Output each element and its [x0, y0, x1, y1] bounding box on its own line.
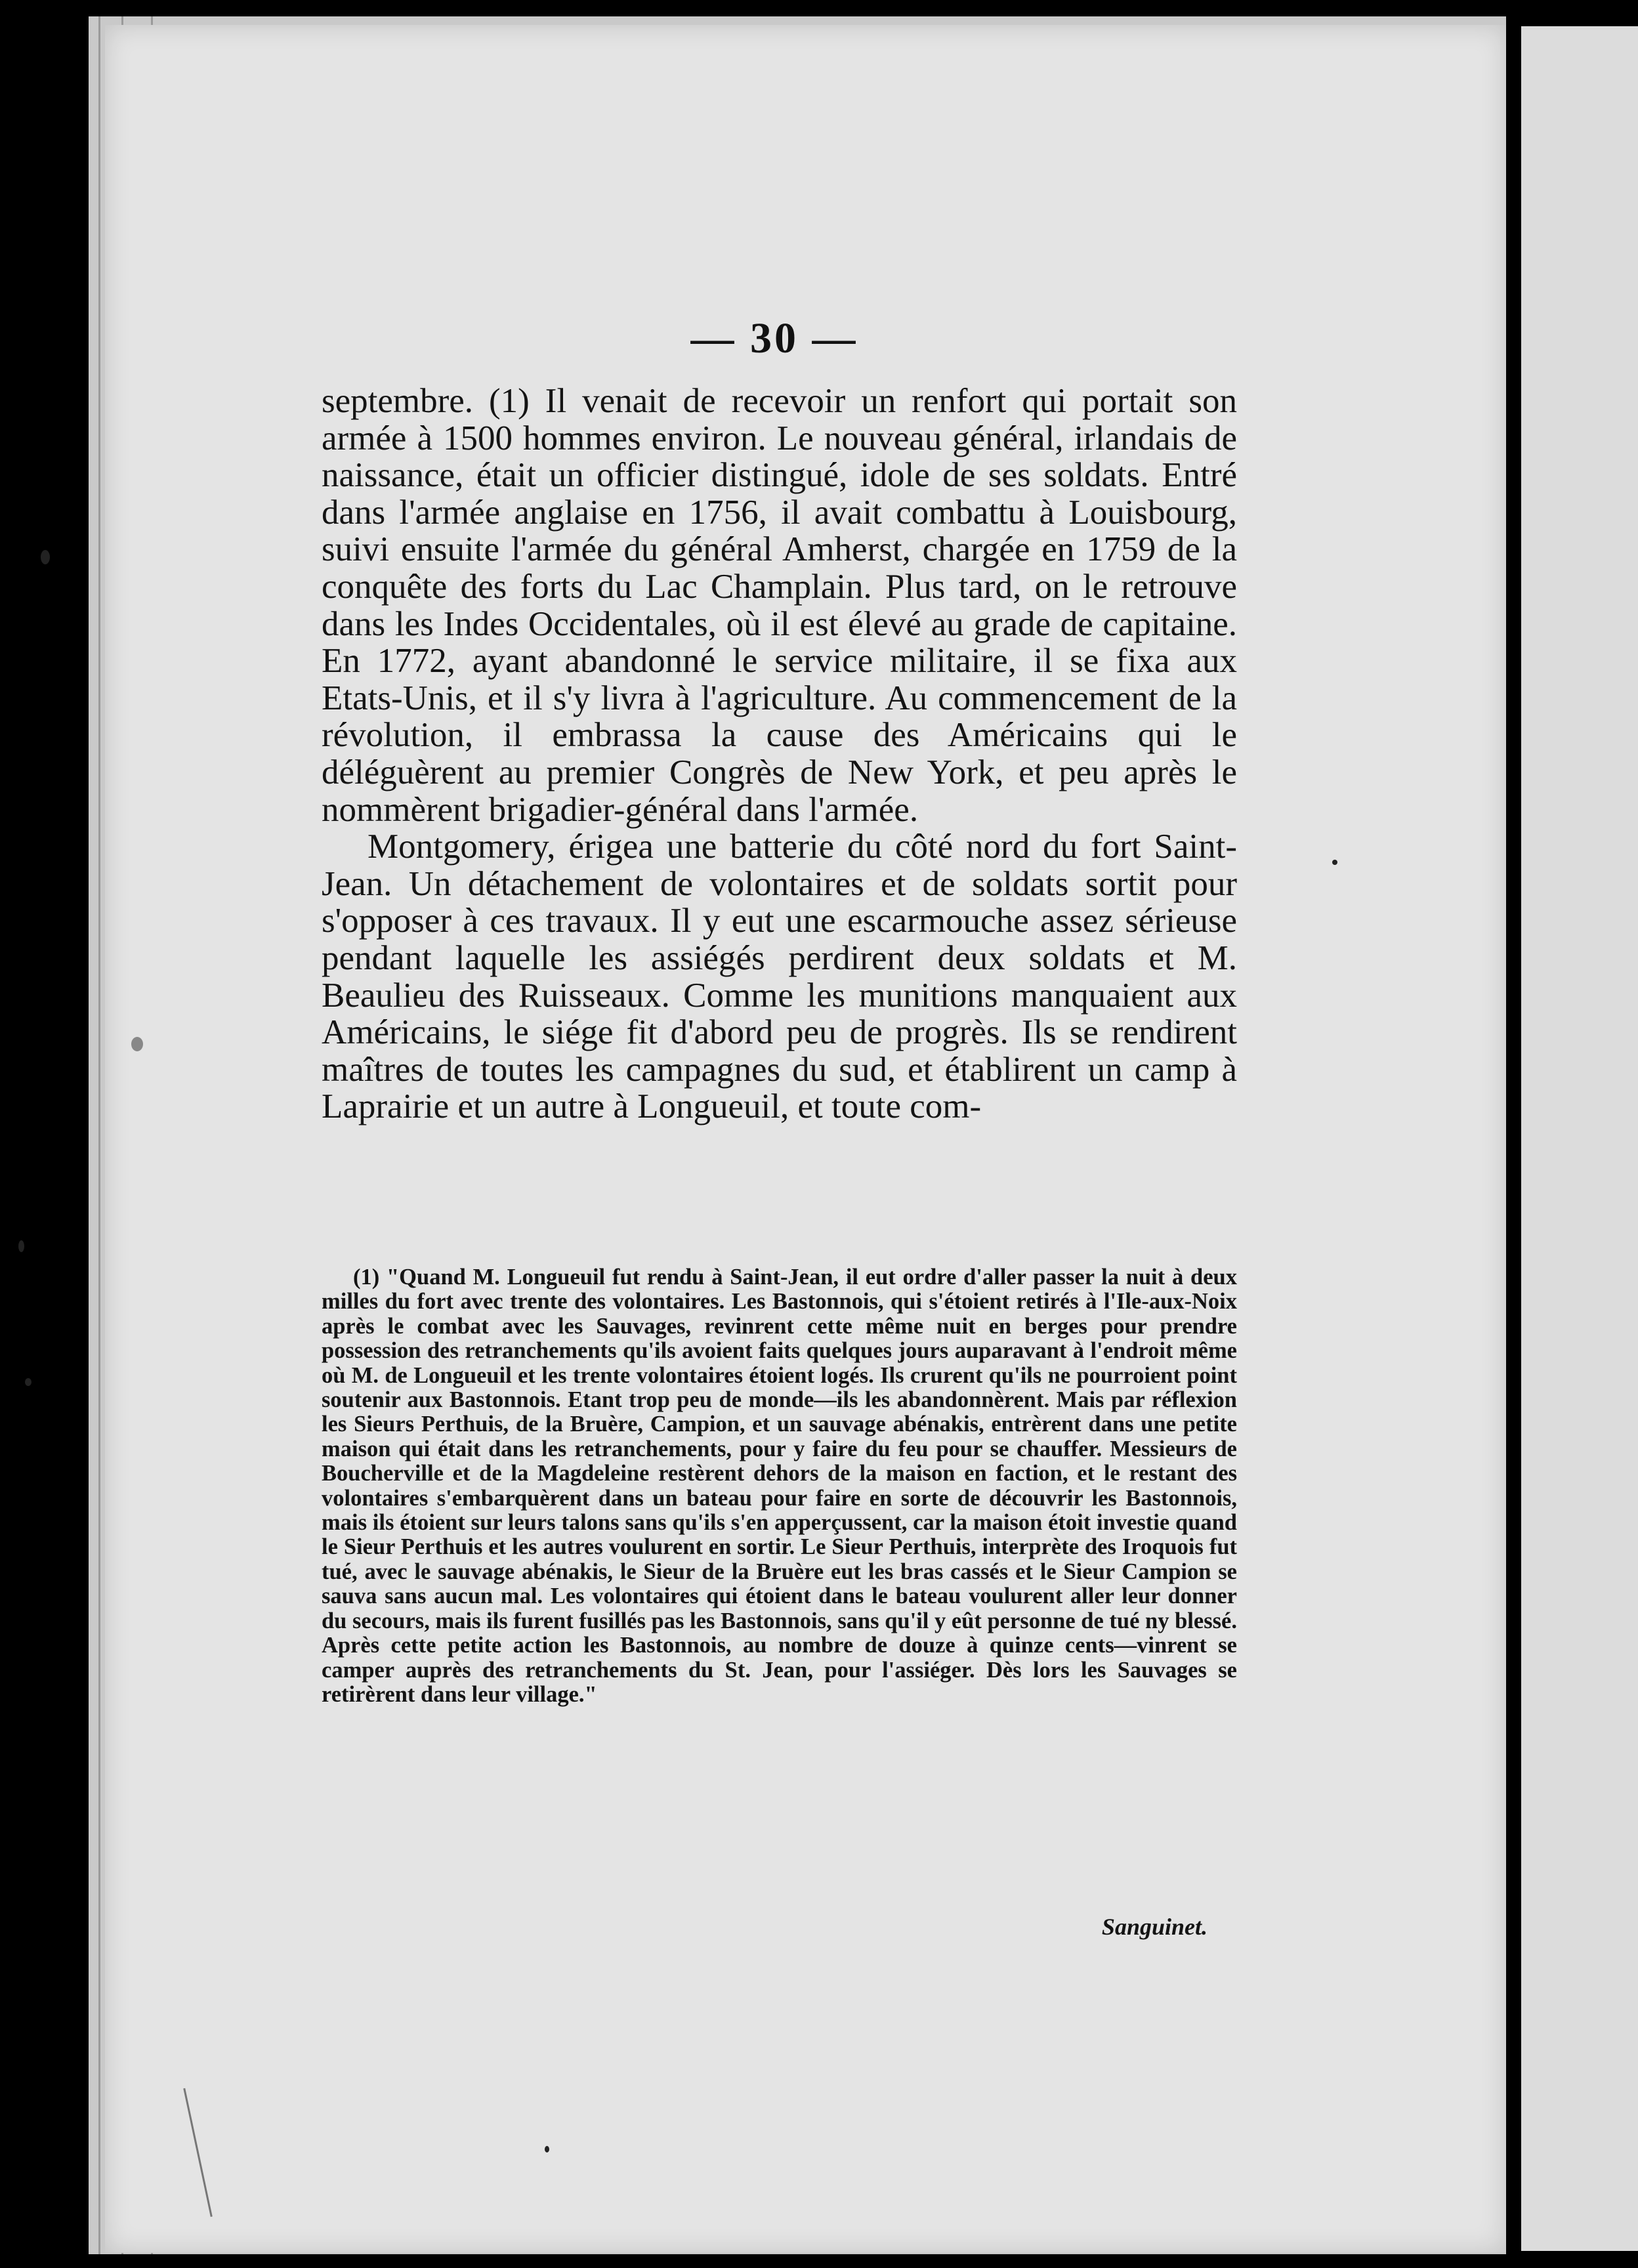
scan-speck — [545, 2146, 549, 2152]
paragraph: Montgomery, érigea une batterie du côté nord du fort Saint-Jean. Un détachement de volontaires et de soldats sortit pour s'opposer à ces travaux. Il y eut une escarmouche assez sérieuse pendant laquelle les assiégés perdirent deux soldats et M. Beaulieu des Ruisseaux. Comme les munitions manquaient aux Américains, le siége fit d'abord peu de progrès. Ils se rendirent maîtres de toutes les campagnes du sud, et établirent un camp à Laprairie et un autre à Longueuil, et toute com- — [322, 828, 1237, 1126]
footnote-signature: Sanguinet. — [1101, 1914, 1208, 1940]
scan-speck — [41, 550, 50, 564]
paragraph: septembre. (1) Il venait de recevoir un renfort qui portait son armée à 1500 hommes environ. Le nouveau général, irlandais de naissance, était un officier distingué, idole de ses soldats. Entré dans l'armée anglaise en 1756, il avait combattu à Louisbourg, suivi ensuite l'armée du général Amherst, chargée en 1759 de la conquête des forts du Lac Champlain. Plus tard, on le retrouve dans les Indes Occidentales, où il est élevé au grade de capitaine. En 1772, ayant abandonné le service militaire, il se fixa aux Etats-Unis, et il s'y livra à l'agriculture. Au commencement de la révolution, il embrassa la cause des Américains qui le déléguèrent au premier Congrès de New York, et peu après le nommèrent brigadier-général dans l'armée. — [322, 382, 1237, 829]
page-number: — 30 — — [690, 314, 858, 362]
scan-speck — [131, 1037, 143, 1051]
book-gutter — [1506, 0, 1521, 2268]
facing-page-edge — [1521, 26, 1638, 2251]
scan-speck — [1332, 860, 1337, 865]
main-text — [322, 383, 1237, 1125]
page-edge-line — [98, 16, 100, 2254]
scan-speck — [25, 1378, 32, 1386]
footnote — [322, 1265, 1237, 1707]
footnote-text: (1) "Quand M. Longueuil fut rendu à Saint-Jean, il eut ordre d'aller passer la nuit à deux milles du fort avec trente des volontaires. Les Bastonnois, qui s'étoient retirés à l'Ile-aux-Noix après le combat avec les Sauvages, revinrent cette même nuit en berges pour prendre possession des retranchements qu'ils avoient faits quelques jours auparavant à l'endroit même où M. de Longueuil et les trente volontaires étoient logés. Ils crurent qu'ils ne pourroient point soutenir aux Bastonnois. Etant trop peu de monde—ils les abandonnèrent. Mais par réflexion les Sieurs Perthuis, de la Bruère, Campion, et un sauvage abénakis, entrèrent dans une petite maison qui était dans les retranchements, pour y faire du feu pour se chauffer. Messieurs de Boucherville et de la Magdeleine restèrent dehors de la maison en faction, et le restant des volontaires s'embarquèrent dans un bateau pour faire en sorte de découvrir les Bastonnois, mais ils étoient sur leurs talons sans qu'ils s'en apperçussent, car la maison étoit investie quand le Sieur Perthuis et les autres voulurent en sortir. Le Sieur Perthuis, interprète des Iroquois fut tué, avec le sauvage abénakis, le Sieur de la Bruère eut les bras cassés et le Sieur Campion se sauva sans aucun mal. Les volontaires qui étoient dans le bateau voulurent aller leur donner du secours, mais ils furent fusillés pas les Bastonnois, sans qu'il y eût personne de tué ny blessé. Après cette petite action les Bastonnois, au nombre de douze à quinze cents—vinrent se camper auprès des retranchements du St. Jean, pour l'assiéger. Dès lors les Sauvages se retirèrent dans leur village." — [322, 1265, 1237, 1707]
scan-speck — [18, 1240, 24, 1252]
